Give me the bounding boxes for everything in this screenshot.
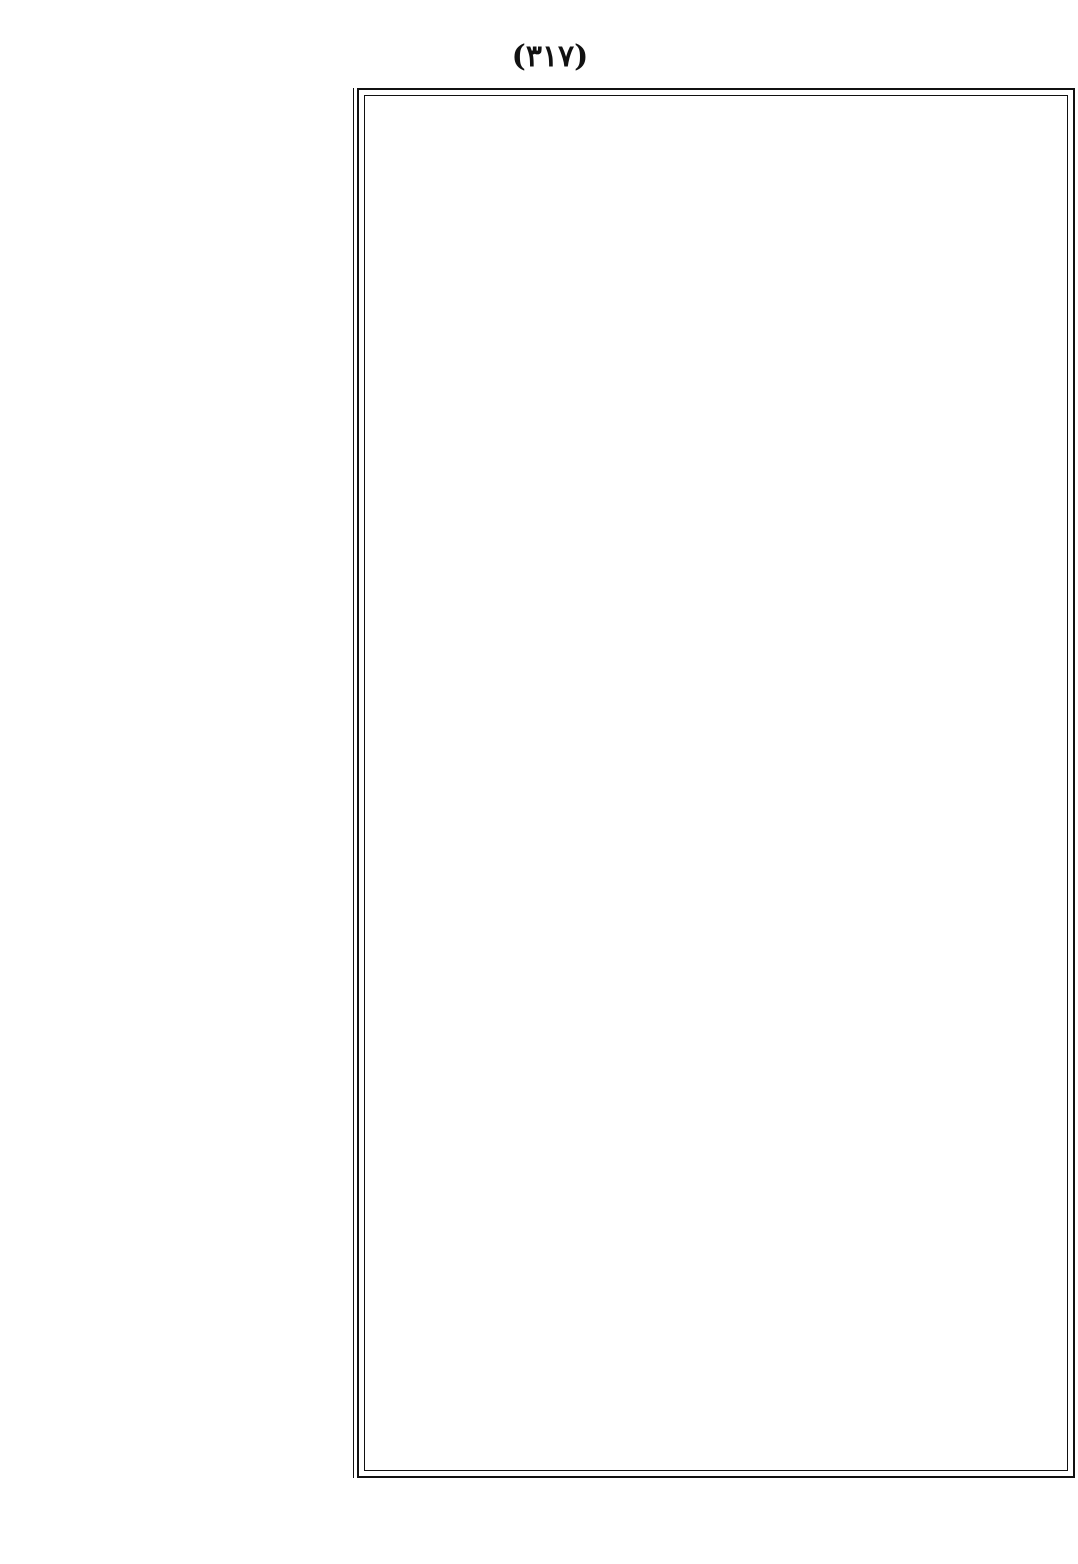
main-text-column	[376, 104, 1056, 1462]
footer-commentary	[98, 1486, 998, 1546]
page-number: (٣١٧)	[511, 38, 589, 74]
running-header	[90, 28, 1010, 84]
column-divider	[353, 88, 354, 1478]
margin-commentary-column	[98, 96, 348, 1478]
